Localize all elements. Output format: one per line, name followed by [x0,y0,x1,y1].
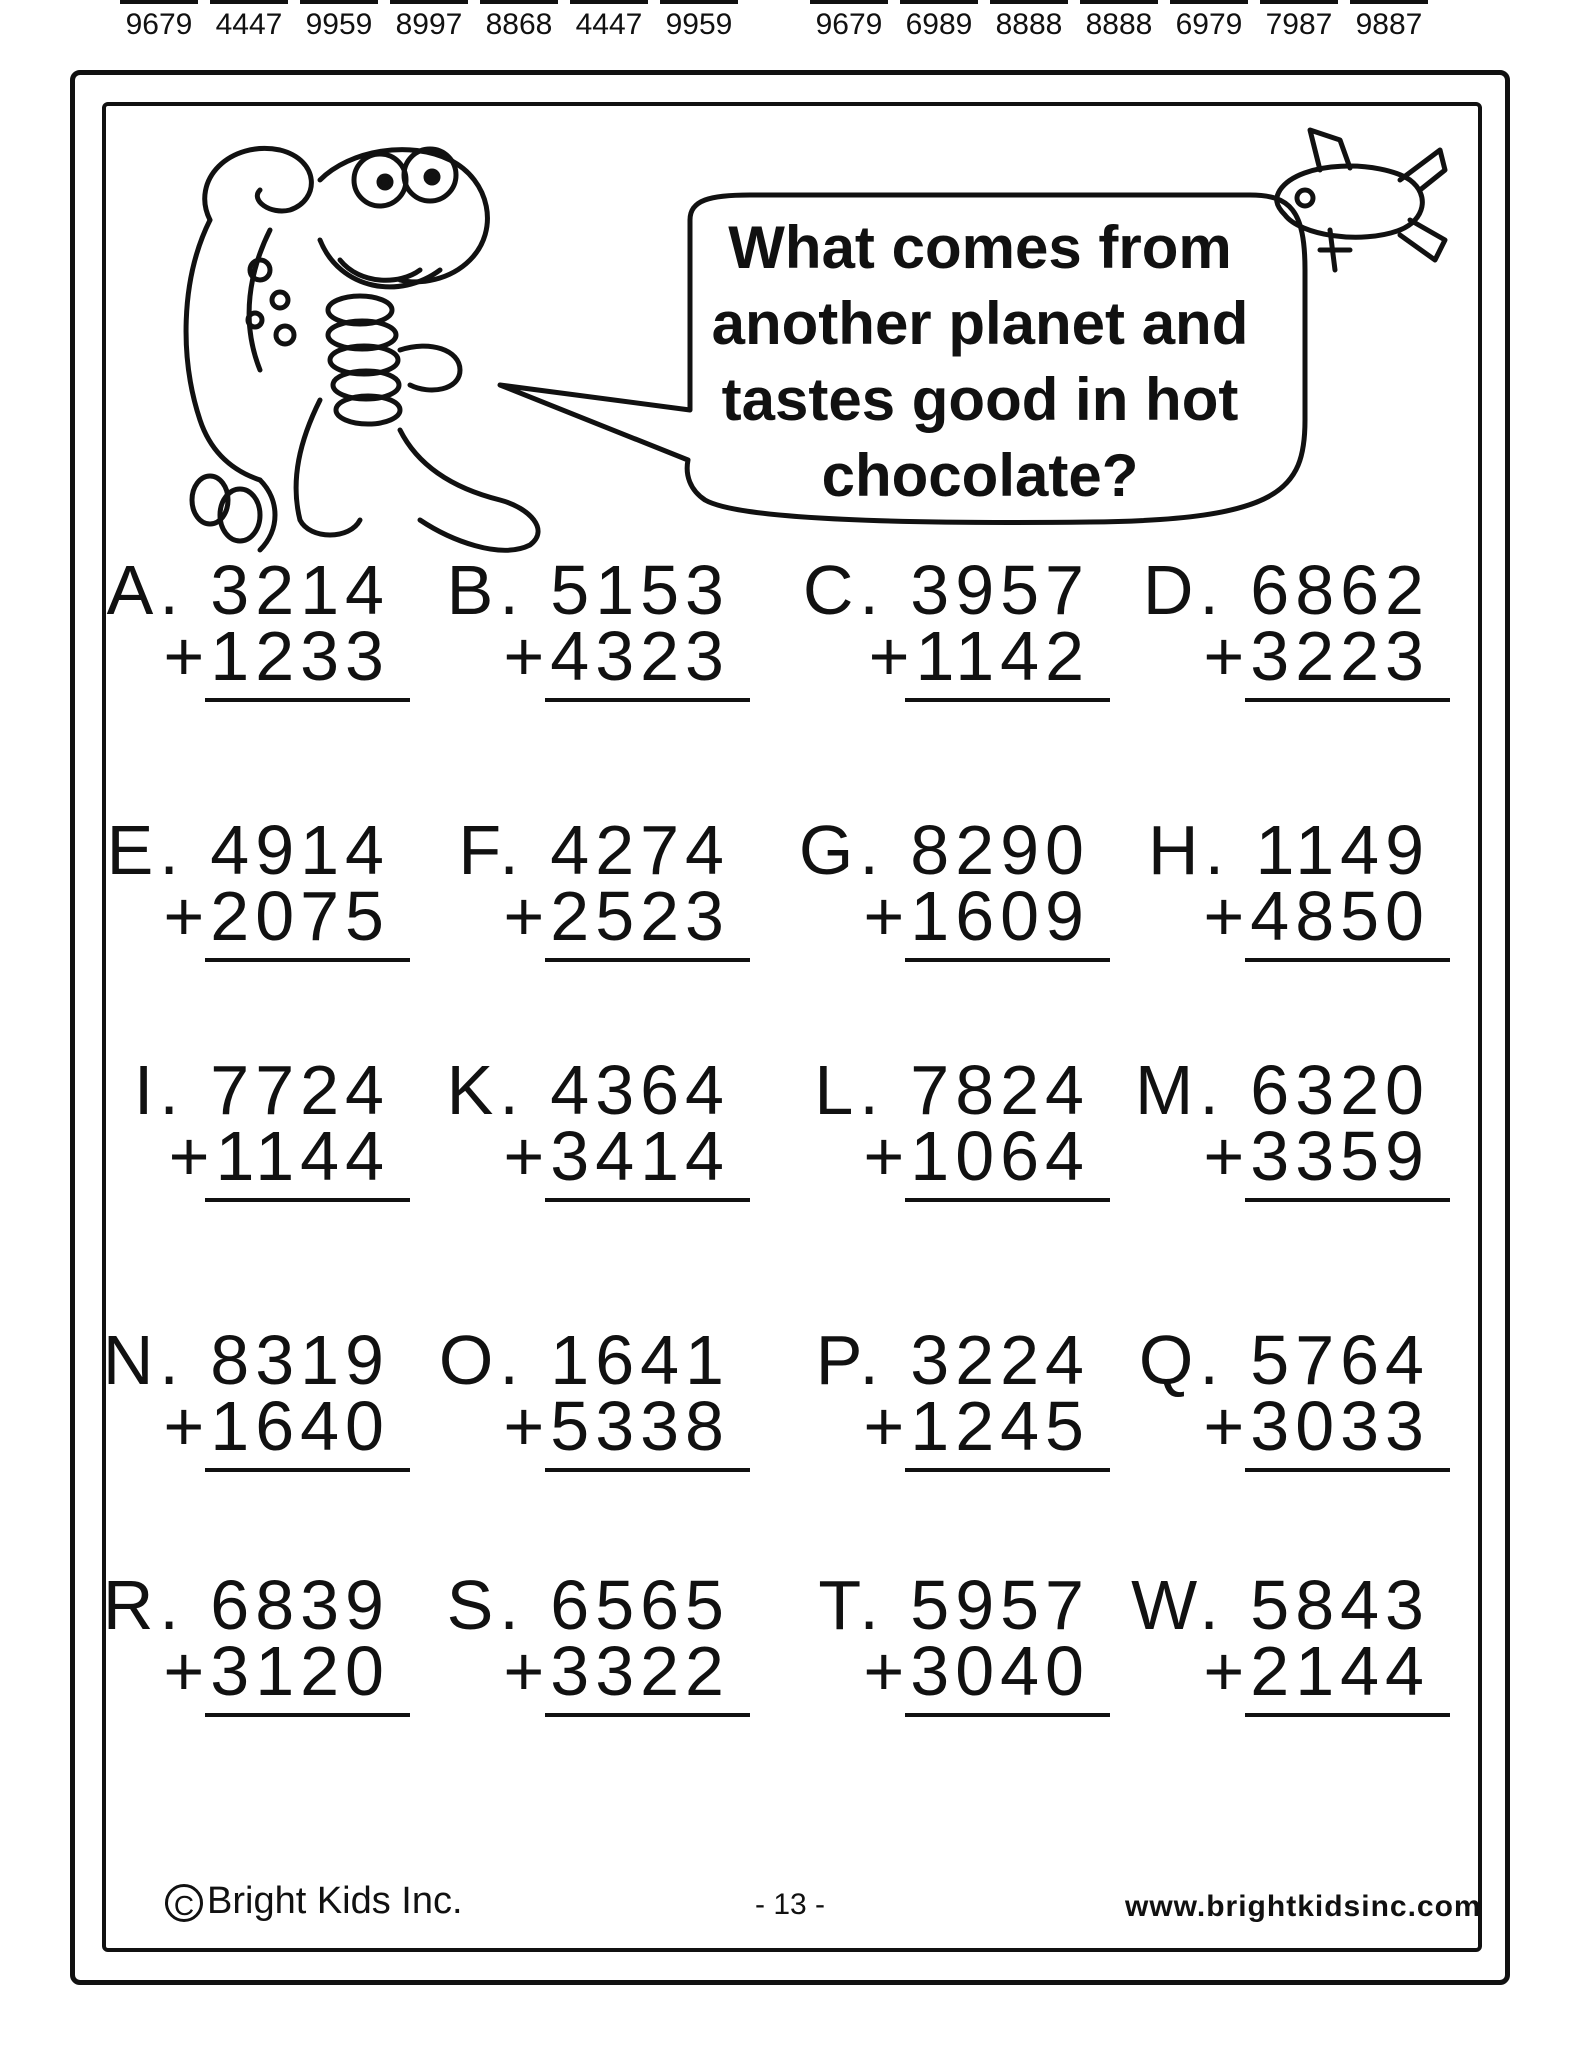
answer-blank-word1-7: 9959 [660,0,738,58]
problem-label: R. [102,1566,185,1644]
answer-rule [905,958,1110,962]
addend-bottom: +4323 [503,617,730,695]
problem-o [438,1320,750,1480]
problem-label: K. [446,1051,525,1129]
answer-rule [1245,958,1450,962]
addend-bottom: +3033 [1203,1387,1430,1465]
riddle-line-2: another planet and [711,290,1249,357]
riddle-question [655,210,1305,514]
addend-top: 4274 [550,811,730,889]
website-url: www.brightkidsinc.com [1125,1890,1482,1923]
problem-f [458,810,750,970]
answer-rule [905,698,1110,702]
addend-top: 3224 [910,1321,1090,1399]
addend-bottom: +1640 [163,1387,390,1465]
answer-rule [545,1713,750,1717]
problem-w [1131,1565,1450,1725]
answer-blank-word2-7: 9887 [1350,0,1428,58]
addend-top: 1641 [550,1321,730,1399]
problem-label: L. [814,1051,885,1129]
answer-blank-word1-1: 9679 [120,0,198,58]
copyright-text: Bright Kids Inc. [207,1880,463,1922]
addend-top: 7824 [910,1051,1090,1129]
problem-label: N. [102,1321,185,1399]
problem-b [446,550,750,710]
problem-p [815,1320,1110,1480]
addend-top: 5153 [550,551,730,629]
answer-rule [545,958,750,962]
problem-a [106,550,410,710]
problem-e [106,810,410,970]
addend-bottom: +3040 [863,1632,1090,1710]
addend-top: 3957 [910,551,1090,629]
answer-rule [205,1468,410,1472]
problem-r [102,1565,410,1725]
addend-top: 3214 [210,551,390,629]
copyright-symbol: C [165,1884,203,1922]
problem-label: G. [798,811,885,889]
problem-label: O. [438,1321,525,1399]
addend-top: 6862 [1250,551,1430,629]
page-number: - 13 - [755,1888,826,1921]
problem-q [1138,1320,1450,1480]
answer-rule [905,1198,1110,1202]
answer-blank-word2-6: 7987 [1260,0,1338,58]
answer-rule [545,1468,750,1472]
copyright-notice [165,1880,463,1923]
addend-top: 6320 [1250,1051,1430,1129]
addend-bottom: +3414 [503,1117,730,1195]
answer-blank-word2-2: 6989 [900,0,978,58]
addend-top: 5843 [1250,1566,1430,1644]
riddle-line-1: What comes from [728,214,1232,281]
answer-rule [545,698,750,702]
addend-top: 5764 [1250,1321,1430,1399]
addend-bottom: +2075 [163,877,390,955]
problem-label: D. [1142,551,1225,629]
addend-bottom: +2523 [503,877,730,955]
problem-label: W. [1131,1566,1225,1644]
problem-l [814,1050,1110,1210]
problem-label: I. [133,1051,185,1129]
problem-label: P. [815,1321,885,1399]
answer-rule [1245,1198,1450,1202]
problem-n [102,1320,410,1480]
answer-rule [205,698,410,702]
answer-blank-word2-4: 8888 [1080,0,1158,58]
addend-bottom: +3120 [163,1632,390,1710]
answer-blank-word1-3: 9959 [300,0,378,58]
answer-rule [545,1198,750,1202]
riddle-line-3: tastes good in hot [721,366,1239,433]
problem-label: B. [446,551,525,629]
addend-bottom: +3322 [503,1632,730,1710]
problem-label: A. [106,551,185,629]
problem-s [446,1565,750,1725]
problem-k [446,1050,750,1210]
problem-m [1135,1050,1450,1210]
problem-label: E. [106,811,185,889]
answer-blank-word2-3: 8888 [990,0,1068,58]
addend-top: 5957 [910,1566,1090,1644]
addend-top: 6565 [550,1566,730,1644]
answer-rule [1245,1468,1450,1472]
addend-top: 7724 [210,1051,390,1129]
addend-bottom: +1144 [168,1117,390,1195]
addend-top: 8319 [210,1321,390,1399]
addend-top: 4364 [550,1051,730,1129]
answer-rule [905,1713,1110,1717]
addend-top: 1149 [1255,811,1430,889]
addend-bottom: +1064 [863,1117,1090,1195]
answer-rule [1245,698,1450,702]
problem-label: C. [802,551,885,629]
addend-top: 6839 [210,1566,390,1644]
addend-bottom: +1245 [863,1387,1090,1465]
addend-top: 8290 [910,811,1090,889]
problem-label: Q. [1138,1321,1225,1399]
answer-rule [205,1198,410,1202]
answer-rule [205,1713,410,1717]
addend-bottom: +3223 [1203,617,1430,695]
problem-t [818,1565,1110,1725]
answer-rule [1245,1713,1450,1717]
answer-rule [205,958,410,962]
addend-bottom: +4850 [1203,877,1430,955]
problem-d [1142,550,1450,710]
addend-bottom: +2144 [1203,1632,1430,1710]
addend-bottom: +1142 [868,617,1090,695]
answer-blank-word1-2: 4447 [210,0,288,58]
riddle-line-4: chocolate? [821,442,1139,509]
answer-blank-word1-6: 4447 [570,0,648,58]
addend-bottom: +1233 [163,617,390,695]
problem-i [130,1050,410,1210]
addend-bottom: +5338 [503,1387,730,1465]
problem-label: M. [1135,1051,1225,1129]
answer-rule [905,1468,1110,1472]
problem-label: H. [1148,811,1231,889]
problem-label: F. [458,811,525,889]
answer-blank-word1-4: 8997 [390,0,468,58]
addend-bottom: +1609 [863,877,1090,955]
problem-g [798,810,1110,970]
addend-top: 4914 [210,811,390,889]
answer-blank-word2-1: 9679 [810,0,888,58]
answer-blank-word1-5: 8868 [480,0,558,58]
problem-label: S. [446,1566,525,1644]
problem-label: T. [818,1566,885,1644]
problem-h [1148,810,1450,970]
problem-c [802,550,1110,710]
addend-bottom: +3359 [1203,1117,1430,1195]
answer-blank-word2-5: 6979 [1170,0,1248,58]
